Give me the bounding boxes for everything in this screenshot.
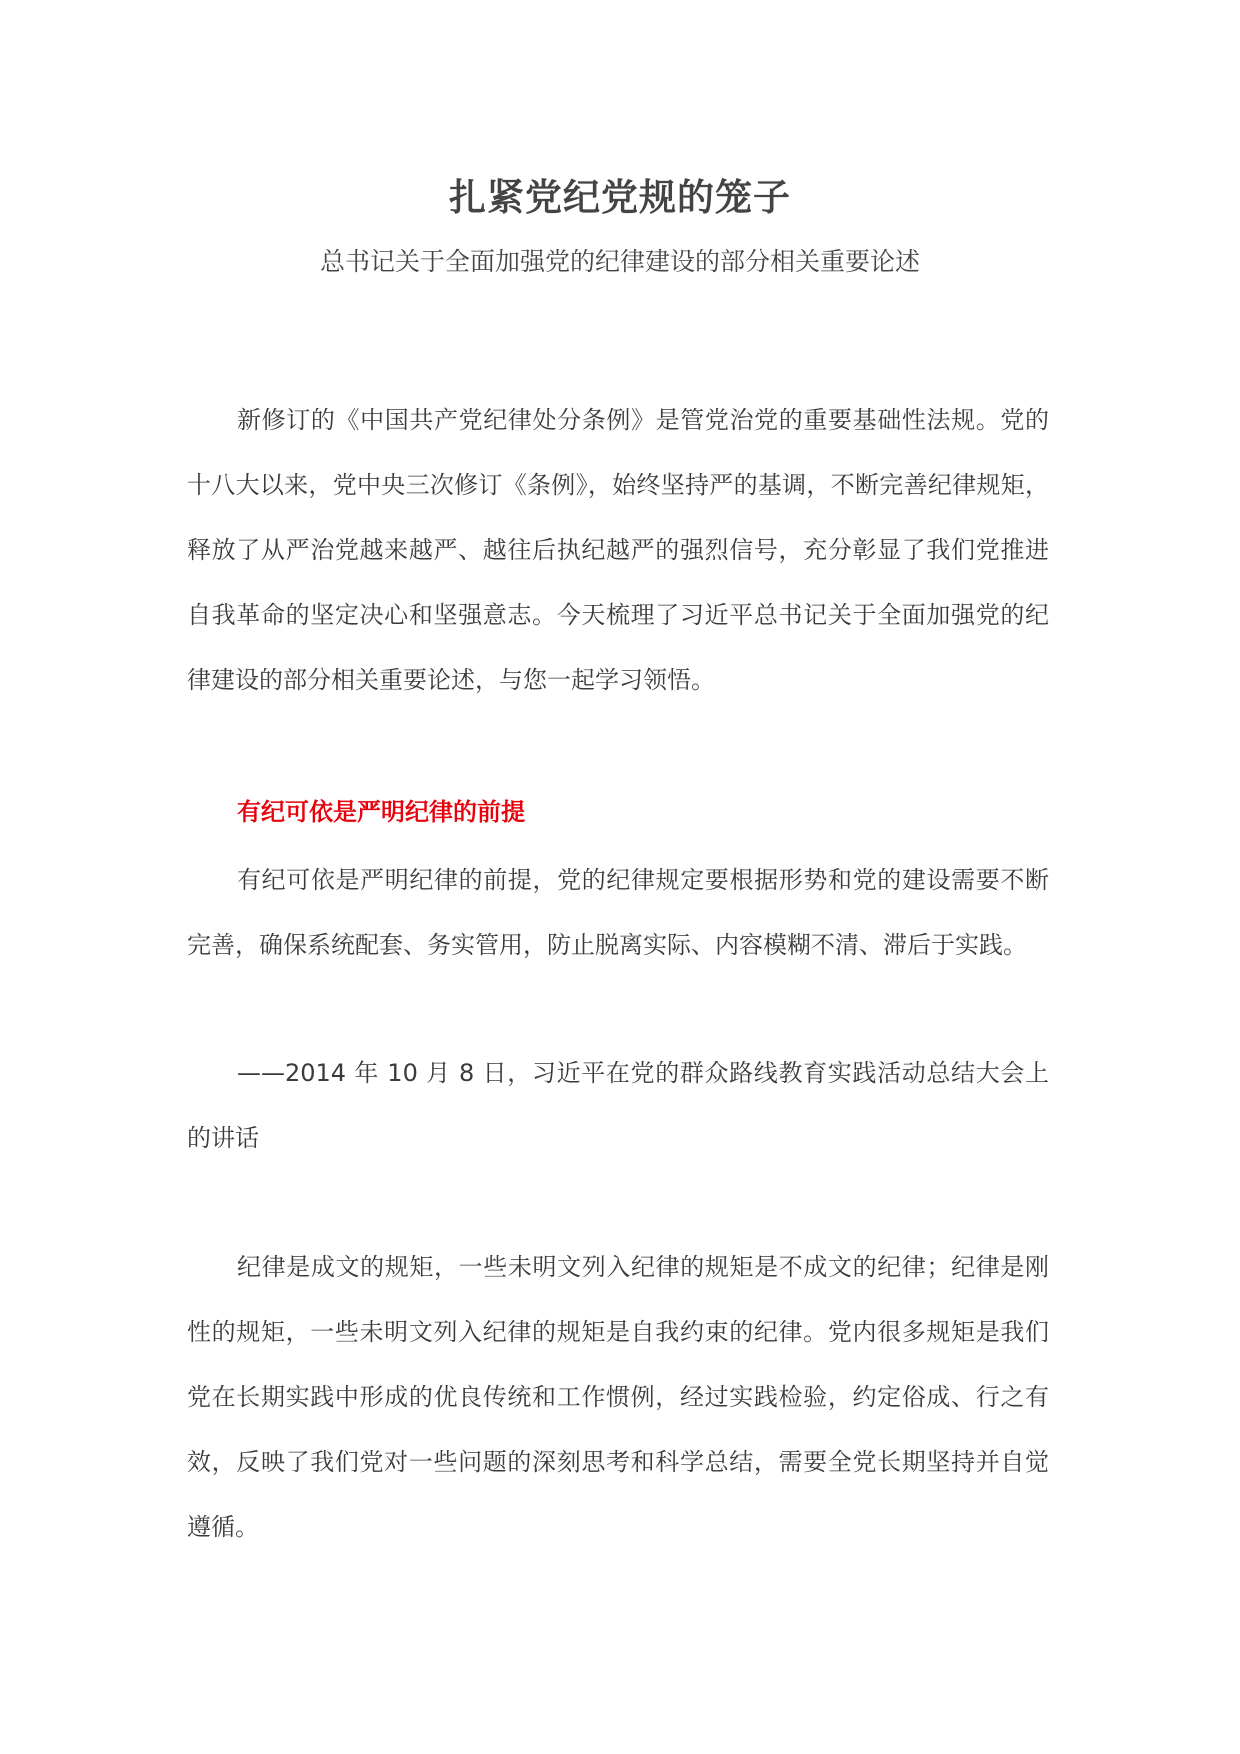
- quote-paragraph: 有纪可依是严明纪律的前提，党的纪律规定要根据形势和党的建设需要不断完善，确保系统配套、务实管用，防止脱离实际、内容模糊不清、滞后于实践。: [187, 866, 1049, 959]
- intro-paragraph: 新修订的《中国共产党纪律处分条例》是管党治党的重要基础性法规。党的十八大以来，党中央三次修订《条例》，始终坚持严的基调，不断完善纪律规矩，释放了从严治党越来越严、越往后执纪越严的强烈信号，充分彰显了我们党推进自我革命的坚定决心和坚强意志。今天梳理了习近平总书记关于全面加强党的纪律建设的部分相关重要论述，与您一起学习领悟。: [187, 406, 1049, 694]
- section-heading: 有纪可依是严明纪律的前提: [237, 798, 525, 826]
- quote-source: ——2014 年 10 月 8 日，习近平在党的群众路线教育实践活动总结大会上的讲话: [187, 1059, 1049, 1152]
- document-subtitle: 总书记关于全面加强党的纪律建设的部分相关重要论述: [319, 247, 920, 276]
- document-title: 扎紧党纪党规的笼子: [449, 176, 791, 219]
- body-paragraph: 纪律是成文的规矩，一些未明文列入纪律的规矩是不成文的纪律；纪律是刚性的规矩，一些未明文列入纪律的规矩是自我约束的纪律。党内很多规矩是我们党在长期实践中形成的优良传统和工作惯例，经过实践检验，约定俗成、行之有效，反映了我们党对一些问题的深刻思考和科学总结，需要全党长期坚持并自觉遵循。: [187, 1253, 1049, 1541]
